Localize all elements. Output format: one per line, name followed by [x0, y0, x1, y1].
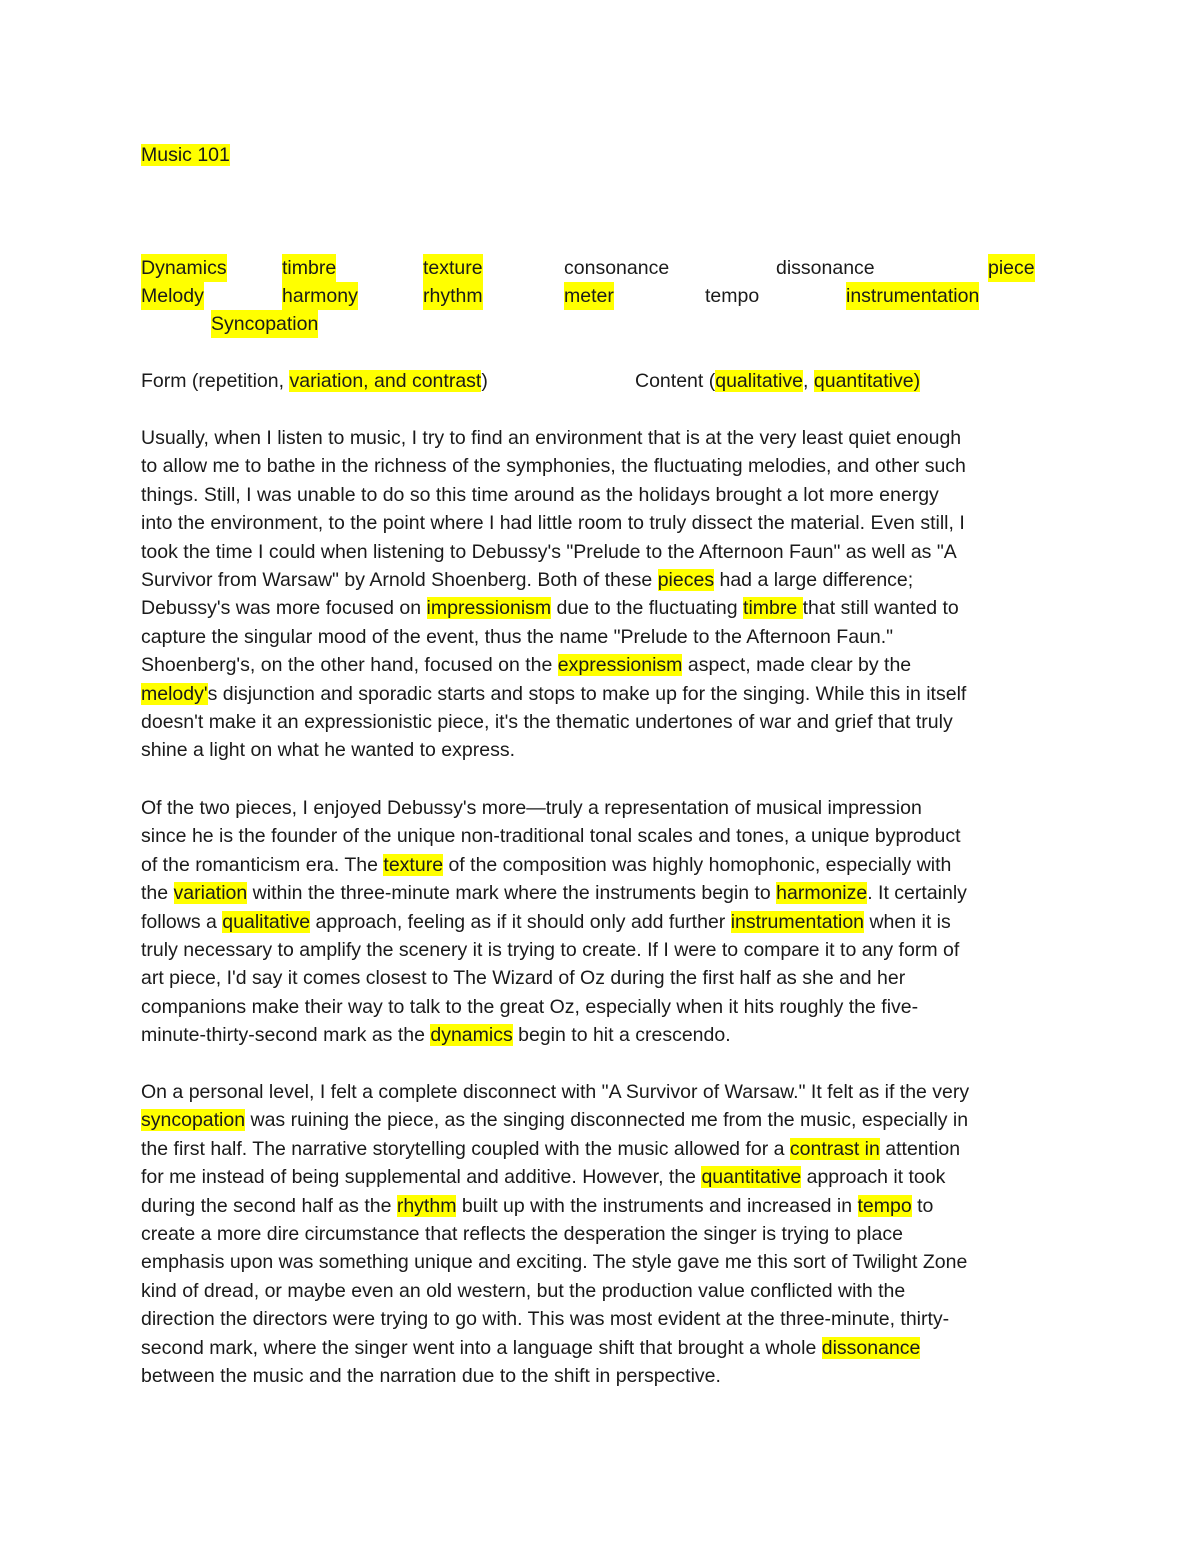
text-segment: within the three-minute mark where the instruments begin to	[247, 882, 777, 905]
text-line	[141, 736, 1061, 764]
text-segment: aspect, made clear by the	[682, 654, 912, 677]
highlighted-term: instrumentation	[730, 910, 865, 933]
text-line	[141, 651, 1061, 679]
highlighted-term: melody'	[141, 682, 208, 705]
form-prefix: Form (repetition,	[141, 370, 290, 392]
text-line	[141, 1277, 1061, 1305]
form-line	[141, 367, 488, 395]
text-segment: doesn't make it an expressionistic piece, it's the thematic undertones of war and grief that truly	[141, 711, 953, 734]
title-text: Music 101	[141, 144, 230, 166]
content-separator: ,	[803, 370, 814, 392]
text-segment: Shoenberg's, on the other hand, focused on the	[141, 654, 558, 677]
text-segment: during the second half as the	[141, 1194, 397, 1217]
text-line	[141, 1220, 1061, 1248]
text-segment: kind of dread, or maybe even an old western, but the production value conflicted with the	[141, 1279, 906, 1302]
term-meter: meter	[564, 282, 614, 310]
text-segment: Of the two pieces, I enjoyed Debussy's more—truly a representation of musical impression	[141, 797, 922, 819]
text-segment: On a personal level, I felt a complete disconnect with "A Survivor of Warsaw." It felt as if the very	[141, 1081, 970, 1103]
paragraph-2	[141, 794, 1061, 1050]
text-line	[141, 680, 1061, 708]
term-dynamics: Dynamics	[141, 254, 227, 282]
highlighted-term: harmonize	[776, 882, 868, 905]
text-segment: since he is the founder of the unique non-traditional tonal scales and tones, a unique byproduct	[141, 825, 961, 848]
text-segment: second mark, where the singer went into a language shift that brought a whole	[141, 1336, 822, 1359]
text-line	[141, 1192, 1061, 1220]
text-segment: had a large difference;	[714, 569, 914, 592]
text-segment: approach it took	[801, 1166, 946, 1189]
text-segment: into the environment, to the point where I had little room to truly dissect the material. Even still, I	[141, 512, 965, 535]
text-line	[141, 708, 1061, 736]
text-segment: when it is	[864, 910, 951, 933]
text-segment: to allow me to bathe in the richness of the symphonies, the fluctuating melodies, and other such	[141, 455, 966, 478]
text-line	[141, 964, 1061, 992]
text-segment: Usually, when I listen to music, I try to find an environment that is at the very least quiet enough	[141, 427, 962, 449]
text-segment: Debussy's was more focused on	[141, 597, 427, 620]
text-line	[141, 1163, 1061, 1191]
highlighted-term: tempo	[857, 1194, 912, 1217]
text-segment: things. Still, I was unable to do so this time around as the holidays brought a lot more energy	[141, 483, 939, 506]
content-quantitative: quantitative)	[813, 370, 921, 392]
text-line	[141, 851, 1061, 879]
text-line	[141, 566, 1061, 594]
text-line	[141, 822, 1061, 850]
highlighted-term: timbre	[743, 597, 803, 620]
term-harmony: harmony	[282, 282, 358, 310]
text-segment: the first half. The narrative storytelling coupled with the music allowed for a	[141, 1137, 790, 1160]
text-line	[141, 481, 1061, 509]
highlighted-term: impressionism	[426, 597, 552, 620]
text-line	[141, 1078, 1061, 1106]
text-segment: begin to hit a crescendo.	[512, 1024, 731, 1047]
text-line	[141, 538, 1061, 566]
text-segment: approach, feeling as if it should only add further	[310, 910, 731, 933]
text-segment: create a more dire circumstance that reflects the desperation the singer is trying to place	[141, 1223, 903, 1246]
highlighted-term: syncopation	[141, 1109, 246, 1132]
highlighted-term: dissonance	[821, 1336, 921, 1359]
highlighted-term: contrast in	[789, 1137, 880, 1160]
text-segment: took the time I could when listening to Debussy's "Prelude to the Afternoon Faun" as well as "A	[141, 540, 957, 563]
text-line	[141, 1305, 1061, 1333]
form-suffix: )	[481, 370, 488, 392]
text-segment: emphasis upon was something unique and exciting. The style gave me this sort of Twilight Zone	[141, 1251, 968, 1274]
text-segment: truly necessary to amplify the scenery it is trying to create. If I were to compare it to any form of	[141, 939, 960, 962]
text-segment: built up with the instruments and increased in	[456, 1194, 858, 1217]
text-segment: to	[911, 1194, 934, 1217]
highlighted-term: qualitative	[222, 910, 311, 933]
term-syncopation: Syncopation	[211, 310, 318, 338]
highlighted-term: texture	[383, 853, 444, 876]
highlighted-term: rhythm	[396, 1194, 457, 1217]
highlighted-term: expressionism	[557, 654, 683, 677]
text-line	[141, 1135, 1061, 1163]
text-line	[141, 623, 1061, 651]
term-instrumentation: instrumentation	[846, 282, 979, 310]
text-line	[141, 452, 1061, 480]
term-dissonance: dissonance	[776, 257, 875, 279]
term-tempo: tempo	[705, 285, 760, 307]
text-segment: between the music and the narration due to the shift in perspective.	[141, 1365, 721, 1388]
text-segment: of the composition was highly homophonic, especially with	[443, 853, 952, 876]
highlighted-term: pieces	[657, 569, 715, 592]
text-segment: due to the fluctuating	[551, 597, 744, 620]
text-line	[141, 594, 1061, 622]
text-line	[141, 1362, 1061, 1390]
text-line	[141, 936, 1061, 964]
document-title	[141, 141, 230, 169]
text-line	[141, 1106, 1061, 1134]
term-melody: Melody	[141, 282, 204, 310]
text-segment: companions make their way to talk to the great Oz, especially when it hits roughly the five-	[141, 995, 919, 1018]
form-highlight: variation, and contrast	[289, 370, 482, 392]
text-segment: attention	[879, 1137, 961, 1160]
text-segment: Survivor from Warsaw" by Arnold Shoenberg. Both of these	[141, 569, 658, 592]
text-line	[141, 1248, 1061, 1276]
text-segment: the	[141, 882, 174, 905]
highlighted-term: dynamics	[430, 1024, 513, 1047]
content-qualitative: qualitative	[715, 370, 804, 392]
text-line	[141, 1334, 1061, 1362]
text-segment: of the romanticism era. The	[141, 853, 384, 876]
text-segment: direction the directors were trying to go with. This was most evident at the three-minute, thirty-	[141, 1308, 950, 1331]
document-page	[141, 0, 1061, 1553]
text-line	[141, 908, 1061, 936]
paragraph-3	[141, 1078, 1061, 1390]
text-segment: that still wanted to	[802, 597, 959, 620]
content-line	[635, 367, 920, 395]
text-segment: art piece, I'd say it comes closest to The Wizard of Oz during the first half as she and her	[141, 967, 906, 990]
term-rhythm: rhythm	[423, 282, 483, 310]
term-texture: texture	[423, 254, 483, 282]
text-line	[141, 794, 1061, 822]
text-segment: was ruining the piece, as the singing disconnected me from the music, especially in	[245, 1109, 969, 1132]
text-line	[141, 1021, 1061, 1049]
paragraph-1	[141, 424, 1061, 765]
text-line	[141, 509, 1061, 537]
text-segment: . It certainly	[867, 882, 967, 905]
text-segment: follows a	[141, 910, 223, 933]
term-timbre: timbre	[282, 254, 336, 282]
highlighted-term: variation	[173, 882, 248, 905]
text-line	[141, 879, 1061, 907]
text-segment: minute-thirty-second mark as the	[141, 1024, 431, 1047]
content-prefix: Content (	[635, 370, 716, 392]
text-segment: s disjunction and sporadic starts and stops to make up for the singing. While this in itself	[207, 682, 967, 705]
term-piece: piece	[988, 254, 1035, 282]
highlighted-term: quantitative	[701, 1166, 802, 1189]
text-line	[141, 424, 1061, 452]
text-segment: capture the singular mood of the event, thus the name "Prelude to the Afternoon Faun."	[141, 625, 894, 648]
text-segment: for me instead of being supplemental and additive. However, the	[141, 1166, 702, 1189]
term-consonance: consonance	[564, 257, 670, 279]
text-segment: shine a light on what he wanted to express.	[141, 739, 515, 762]
text-line	[141, 993, 1061, 1021]
